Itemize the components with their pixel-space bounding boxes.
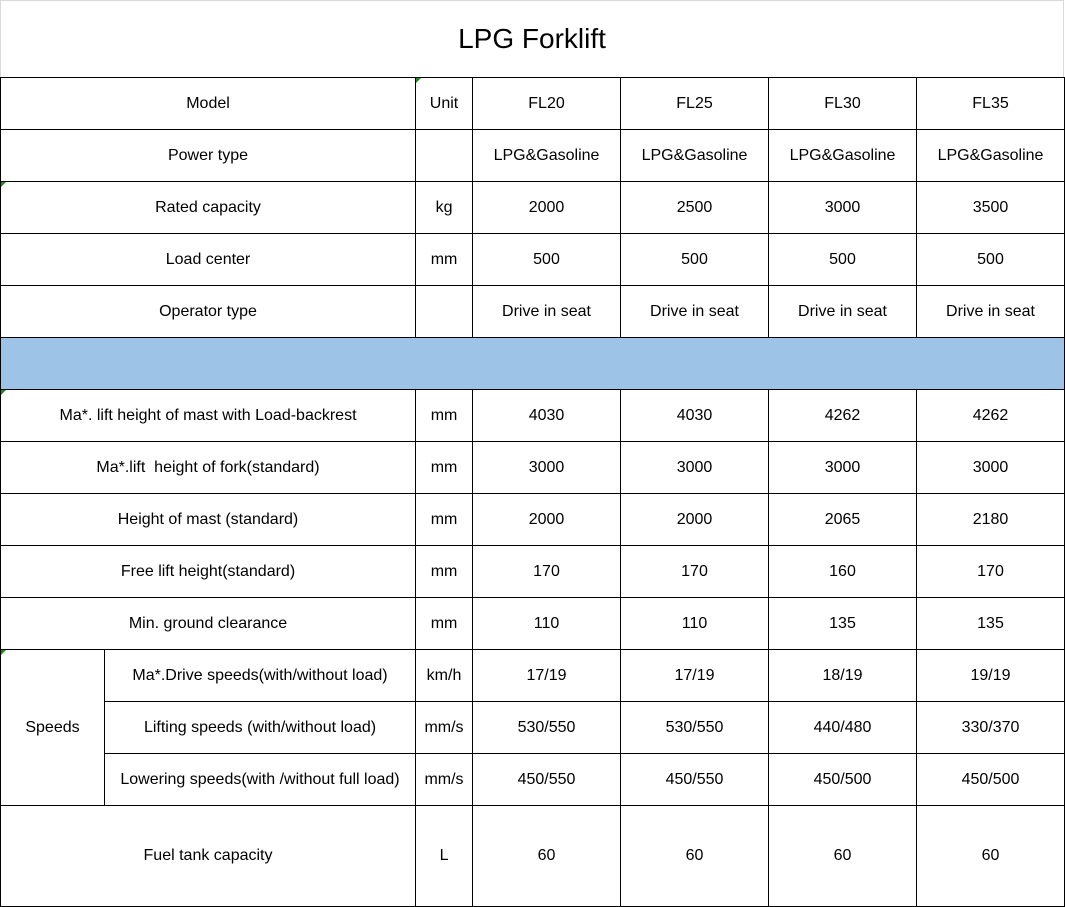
row-value[interactable]: 450/500: [917, 754, 1065, 806]
table-row: [1, 598, 1065, 650]
row-value[interactable]: 530/550: [621, 702, 769, 754]
row-unit[interactable]: mm: [416, 442, 473, 494]
sheet-title: LPG Forklift: [0, 0, 1064, 77]
row-value[interactable]: 450/550: [473, 754, 621, 806]
row-value[interactable]: 2065: [769, 494, 917, 546]
row-unit[interactable]: mm: [416, 234, 473, 286]
row-value[interactable]: 60: [917, 806, 1065, 907]
row-value[interactable]: 500: [769, 234, 917, 286]
row-value[interactable]: 3500: [917, 182, 1065, 234]
row-value[interactable]: 500: [621, 234, 769, 286]
row-unit[interactable]: mm: [416, 598, 473, 650]
table-row: [1, 494, 1065, 546]
unit-header[interactable]: Unit: [416, 78, 473, 130]
row-value[interactable]: 60: [769, 806, 917, 907]
row-unit[interactable]: kg: [416, 182, 473, 234]
row-value[interactable]: 3000: [917, 442, 1065, 494]
row-unit[interactable]: [416, 286, 473, 338]
row-value[interactable]: 170: [473, 546, 621, 598]
row-value[interactable]: 2180: [917, 494, 1065, 546]
row-unit[interactable]: mm/s: [416, 754, 473, 806]
row-value[interactable]: 3000: [769, 182, 917, 234]
table-row: [1, 182, 1065, 234]
row-value[interactable]: 110: [473, 598, 621, 650]
row-value[interactable]: 3000: [621, 442, 769, 494]
row-value[interactable]: 3000: [473, 442, 621, 494]
row-label[interactable]: Min. ground clearance: [1, 598, 416, 650]
model-header-fl20[interactable]: FL20: [473, 78, 621, 130]
row-label[interactable]: Rated capacity: [1, 182, 416, 234]
row-label[interactable]: Ma*. lift height of mast with Load-backrest: [1, 390, 416, 442]
row-value[interactable]: 500: [473, 234, 621, 286]
row-unit[interactable]: mm: [416, 494, 473, 546]
row-label[interactable]: Load center: [1, 234, 416, 286]
row-label[interactable]: Power type: [1, 130, 416, 182]
row-value[interactable]: 135: [769, 598, 917, 650]
row-value[interactable]: 170: [621, 546, 769, 598]
section-divider[interactable]: [1, 338, 1065, 390]
row-value[interactable]: 135: [917, 598, 1065, 650]
row-value[interactable]: Drive in seat: [769, 286, 917, 338]
row-label[interactable]: Ma*.Drive speeds(with/without load): [105, 650, 416, 702]
model-header-fl30[interactable]: FL30: [769, 78, 917, 130]
speeds-group-label[interactable]: Speeds: [1, 650, 105, 806]
row-value[interactable]: 4262: [917, 390, 1065, 442]
row-value[interactable]: 2000: [473, 182, 621, 234]
spec-table: [0, 77, 1065, 907]
row-value[interactable]: 530/550: [473, 702, 621, 754]
row-label[interactable]: Free lift height(standard): [1, 546, 416, 598]
row-value[interactable]: 170: [917, 546, 1065, 598]
row-value[interactable]: Drive in seat: [917, 286, 1065, 338]
row-value[interactable]: 17/19: [473, 650, 621, 702]
row-label[interactable]: Fuel tank capacity: [1, 806, 416, 907]
table-row: [1, 234, 1065, 286]
row-value[interactable]: 2000: [473, 494, 621, 546]
row-value[interactable]: 60: [621, 806, 769, 907]
row-value[interactable]: LPG&Gasoline: [917, 130, 1065, 182]
table-row: [1, 442, 1065, 494]
row-value[interactable]: 19/19: [917, 650, 1065, 702]
row-unit[interactable]: km/h: [416, 650, 473, 702]
row-value[interactable]: 110: [621, 598, 769, 650]
row-value[interactable]: Drive in seat: [473, 286, 621, 338]
model-header[interactable]: Model: [1, 78, 416, 130]
row-unit[interactable]: mm: [416, 390, 473, 442]
row-unit[interactable]: L: [416, 806, 473, 907]
row-value[interactable]: 3000: [769, 442, 917, 494]
row-value[interactable]: Drive in seat: [621, 286, 769, 338]
section-divider-row: [1, 338, 1065, 390]
row-unit[interactable]: [416, 130, 473, 182]
row-value[interactable]: 60: [473, 806, 621, 907]
row-unit[interactable]: mm/s: [416, 702, 473, 754]
row-value[interactable]: 18/19: [769, 650, 917, 702]
row-value[interactable]: 4262: [769, 390, 917, 442]
row-label[interactable]: Height of mast (standard): [1, 494, 416, 546]
row-label[interactable]: Lowering speeds(with /without full load): [105, 754, 416, 806]
row-value[interactable]: 4030: [621, 390, 769, 442]
table-row: [1, 806, 1065, 907]
row-value[interactable]: 4030: [473, 390, 621, 442]
table-row: [1, 390, 1065, 442]
row-label[interactable]: Lifting speeds (with/without load): [105, 702, 416, 754]
row-value[interactable]: 440/480: [769, 702, 917, 754]
model-header-fl35[interactable]: FL35: [917, 78, 1065, 130]
row-value[interactable]: LPG&Gasoline: [769, 130, 917, 182]
row-value[interactable]: 450/550: [621, 754, 769, 806]
row-value[interactable]: 450/500: [769, 754, 917, 806]
header-row: [1, 78, 1065, 130]
model-header-fl25[interactable]: FL25: [621, 78, 769, 130]
row-value[interactable]: 500: [917, 234, 1065, 286]
table-row: [1, 286, 1065, 338]
row-value[interactable]: 2000: [621, 494, 769, 546]
table-row: [1, 546, 1065, 598]
table-row: [1, 702, 1065, 754]
row-value[interactable]: LPG&Gasoline: [621, 130, 769, 182]
row-label[interactable]: Operator type: [1, 286, 416, 338]
row-value[interactable]: 2500: [621, 182, 769, 234]
row-unit[interactable]: mm: [416, 546, 473, 598]
table-row: [1, 754, 1065, 806]
table-row: [1, 650, 1065, 702]
row-value[interactable]: 160: [769, 546, 917, 598]
row-value[interactable]: 17/19: [621, 650, 769, 702]
table-row: [1, 130, 1065, 182]
row-value[interactable]: LPG&Gasoline: [473, 130, 621, 182]
row-label[interactable]: Ma*.lift height of fork(standard): [1, 442, 416, 494]
row-value[interactable]: 330/370: [917, 702, 1065, 754]
